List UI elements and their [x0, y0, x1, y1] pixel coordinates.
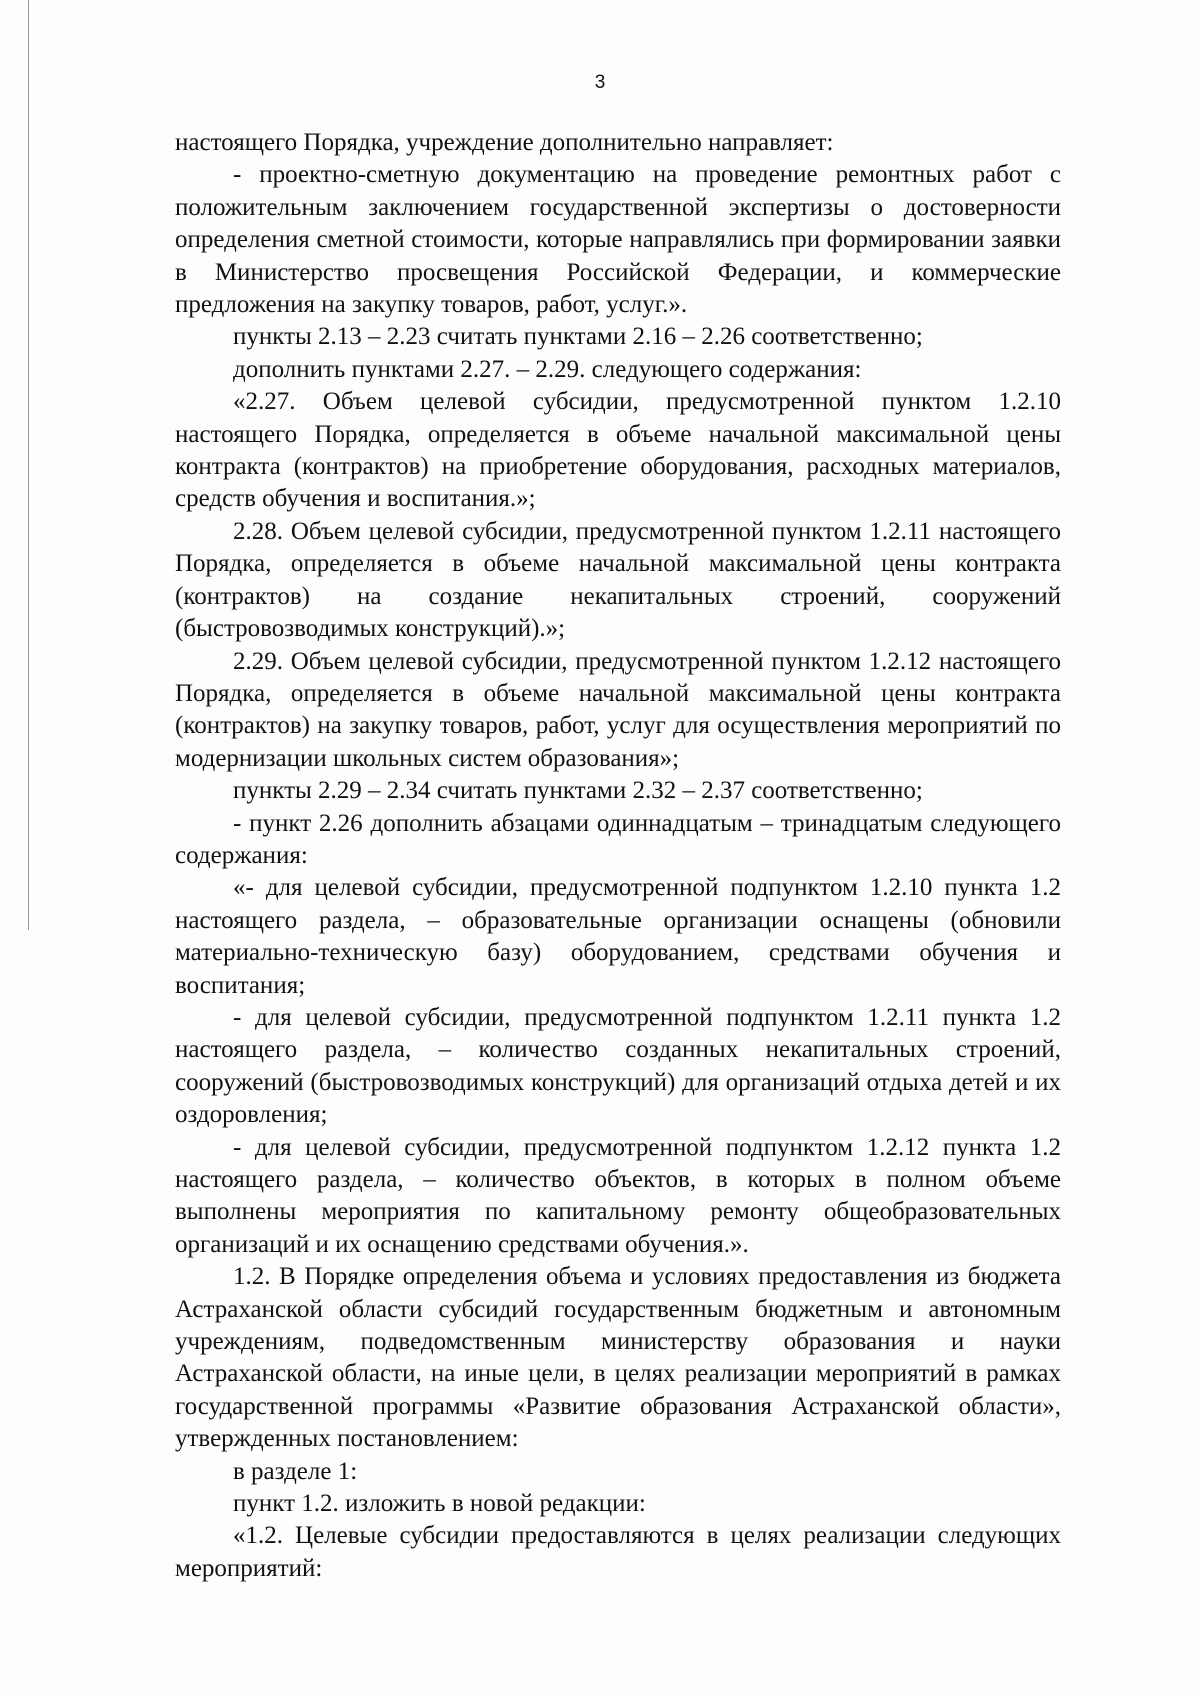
paragraph: 1.2. В Порядке определения объема и условиях предоставления из бюджета Астраханской области субсидий государственным бюджетным и автономным учреждениям, подведомственным министерству образования и науки Астраханской области, на иные цели, в целях реализации мероприятий в рамках государственной программы «Развитие образования Астраханской области», утвержденных постановлением: [175, 1263, 1061, 1453]
paragraph: пункт 1.2. изложить в новой редакции: [233, 1490, 646, 1518]
paragraph: настоящего Порядка, учреждение дополнительно направляет: [175, 129, 834, 156]
paragraph: пункты 2.13 – 2.23 считать пунктами 2.16 – 2.26 соответственно; [233, 323, 923, 351]
paragraph: - проектно-сметную документацию на проведение ремонтных работ с положительным заключением государственной экспертизы о достоверности определения сметной стоимости, которые направлялись при формировании заявки в Министерство просвещения Российской Федерации, и коммерческие предложения на закупку товаров, работ, услуг.». [175, 161, 1061, 319]
scan-edge-line [28, 0, 29, 930]
paragraph: пункты 2.29 – 2.34 считать пунктами 2.32 – 2.37 соответственно; [233, 777, 923, 805]
paragraph: «2.27. Объем целевой субсидии, предусмотренной пунктом 1.2.10 настоящего Порядка, определяется в объеме начальной максимальной цены контракта (контрактов) на приобретение оборудования, расходных материалов, средств обучения и воспитания.»; [175, 388, 1061, 513]
paragraph: в разделе 1: [233, 1457, 358, 1485]
paragraph: дополнить пунктами 2.27. – 2.29. следующего содержания: [233, 355, 862, 383]
paragraph: - пункт 2.26 дополнить абзацами одиннадцатым – тринадцатым следующего содержания: [175, 809, 1061, 869]
paragraph: 2.29. Объем целевой субсидии, предусмотренной пунктом 1.2.12 настоящего Порядка, определяется в объеме начальной максимальной цены контракта (контрактов) на закупку товаров, работ, услуг для осуществления мероприятий по модернизации школьных систем образования»; [175, 647, 1061, 772]
document-body [175, 127, 1061, 1585]
page-number: 3 [594, 72, 606, 93]
paragraph: «- для целевой субсидии, предусмотренной подпунктом 1.2.10 пункта 1.2 настоящего раздела, – образовательные организации оснащены (обновили материально-техническую базу) оборудованием, средствами обучения и воспитания; [175, 874, 1061, 999]
paragraph: - для целевой субсидии, предусмотренной подпунктом 1.2.12 пункта 1.2 настоящего раздела, – количество объектов, в которых в полном объеме выполнены мероприятия по капитальному ремонту общеобразовательных организаций и их оснащению средствами обучения.». [175, 1133, 1061, 1258]
paragraph: - для целевой субсидии, предусмотренной подпунктом 1.2.11 пункта 1.2 настоящего раздела, – количество созданных некапитальных строений, сооружений (быстровозводимых конструкций) для организаций отдыха детей и их оздоровления; [175, 1003, 1061, 1129]
paragraph: «1.2. Целевые субсидии предоставляются в целях реализации следующих мероприятий: [175, 1522, 1061, 1582]
paragraph: 2.28. Объем целевой субсидии, предусмотренной пунктом 1.2.11 настоящего Порядка, определяется в объеме начальной максимальной цены контракта (контрактов) на создание некапитальных строений, сооружений (быстровозводимых конструкций).»; [175, 517, 1061, 643]
